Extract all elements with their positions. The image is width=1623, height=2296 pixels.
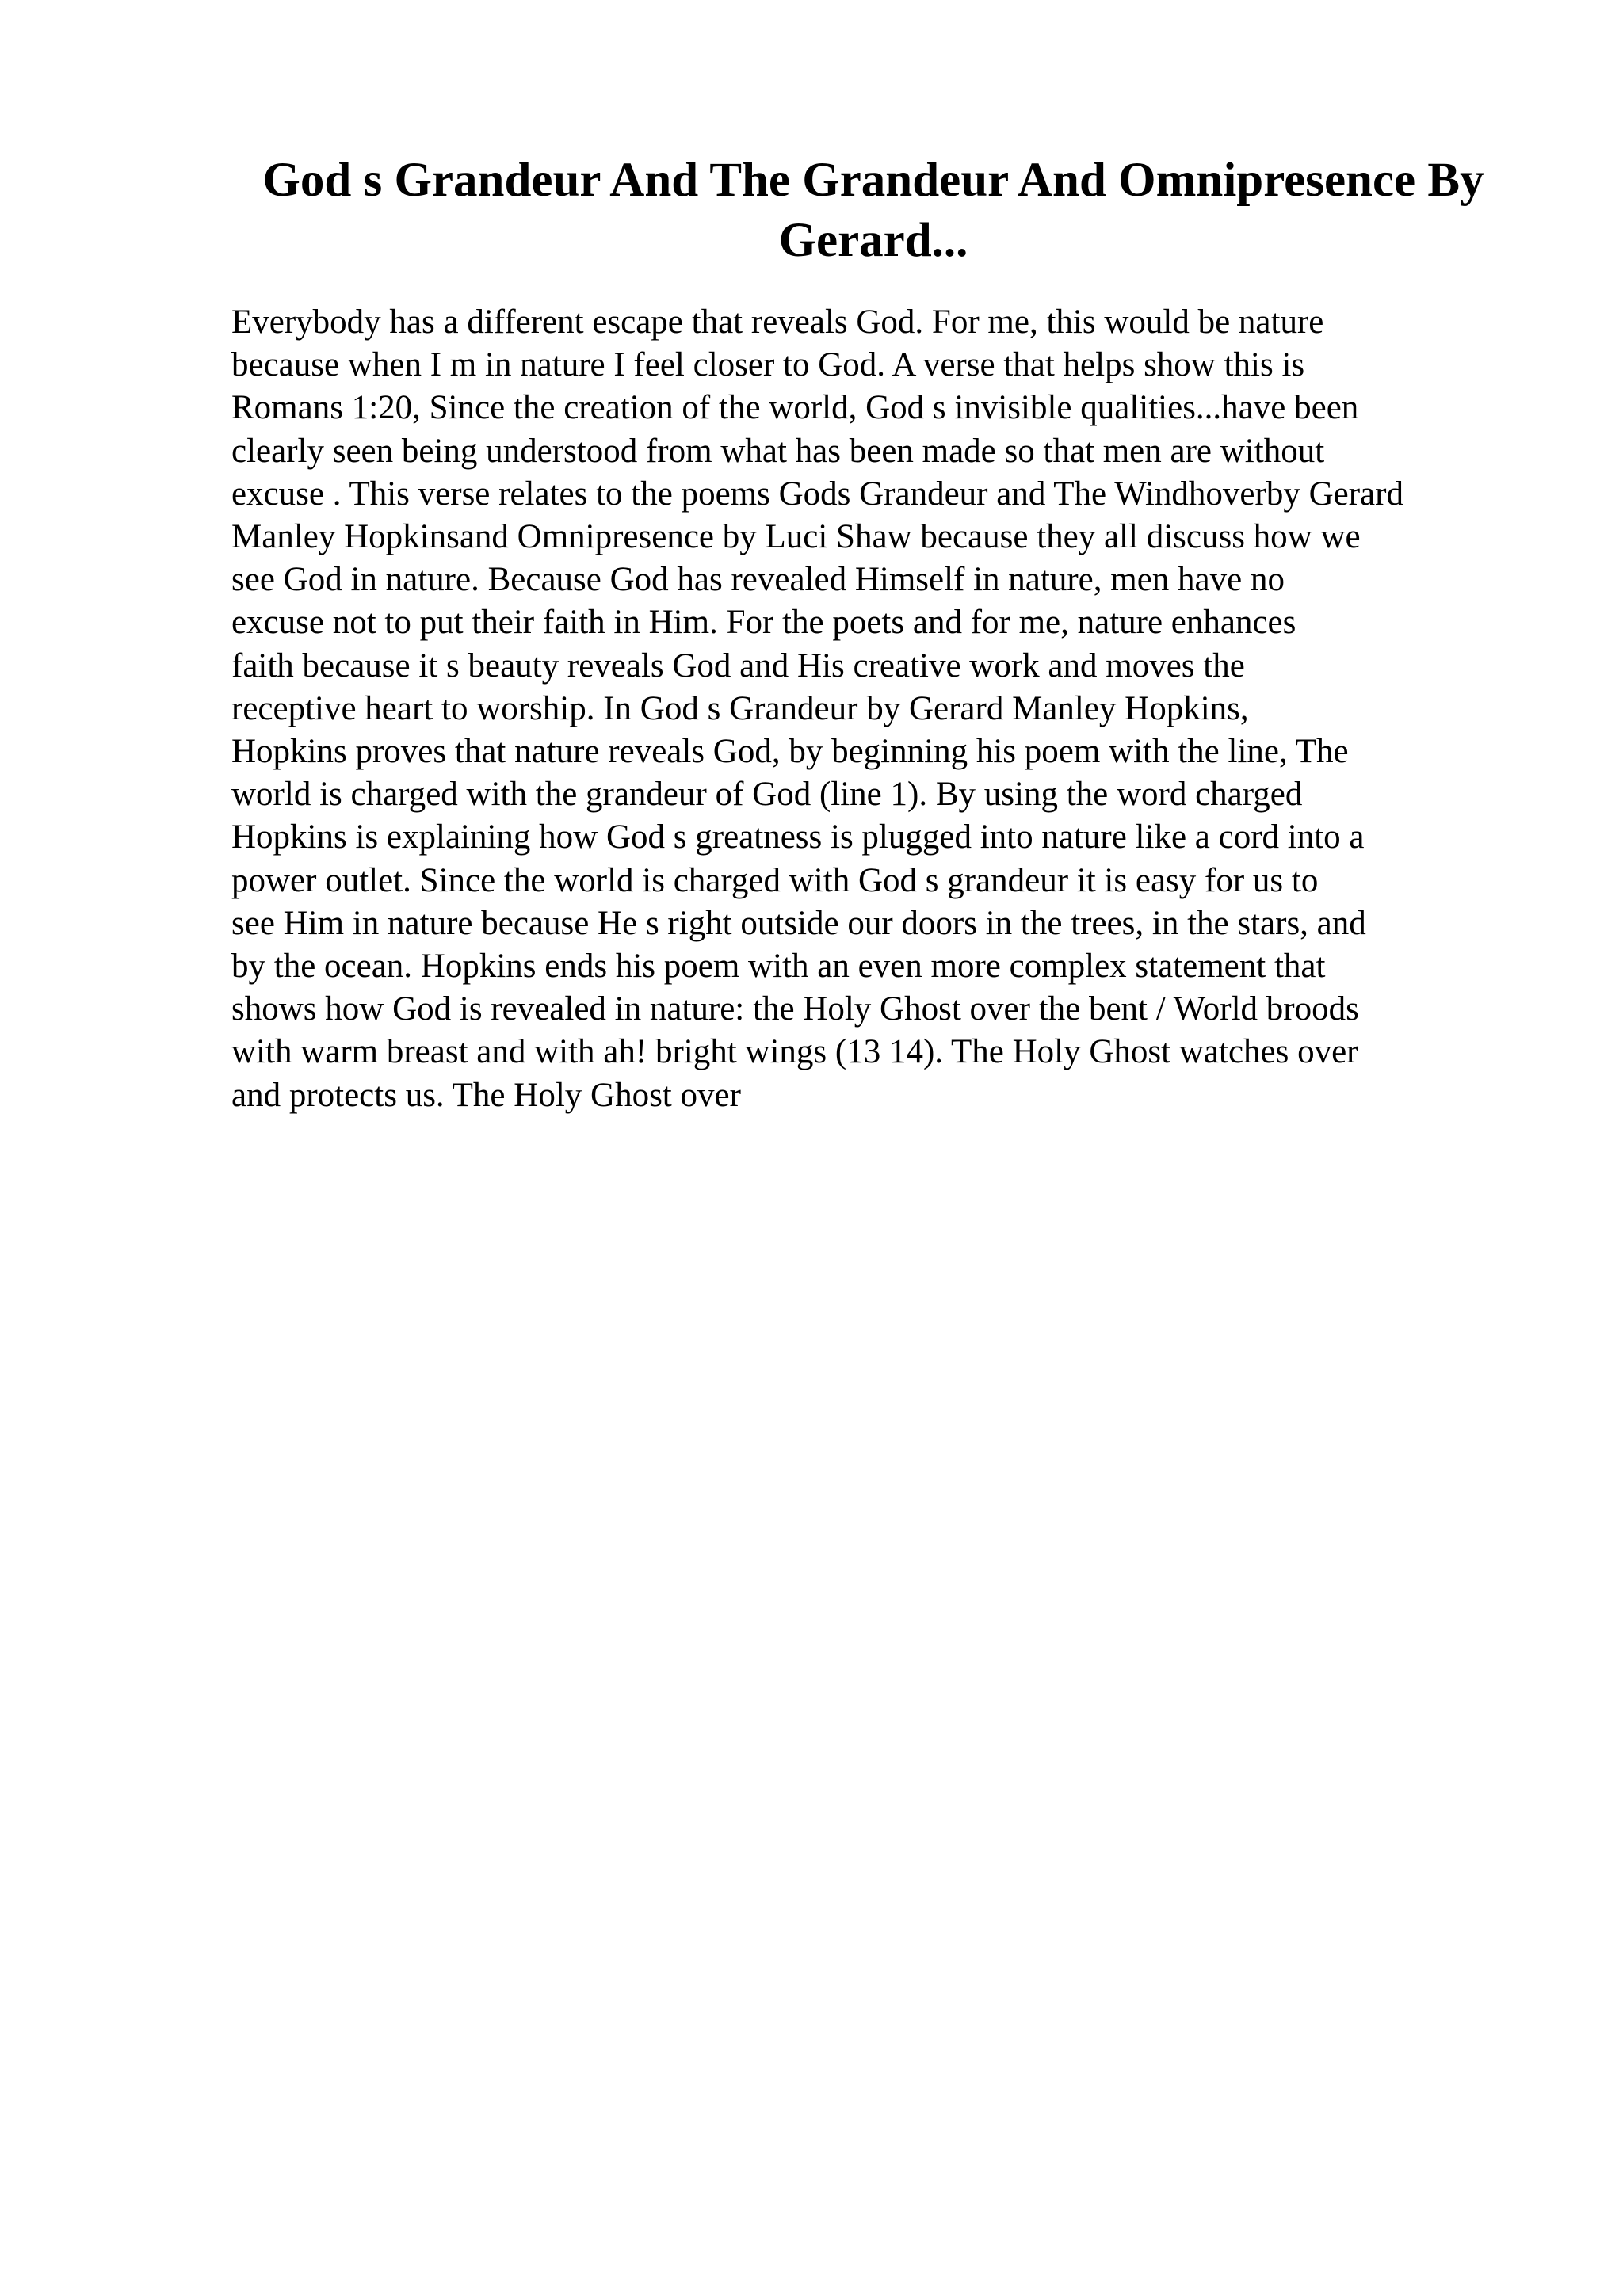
body-line: power outlet. Since the world is charged with God s grandeur it is easy for us to <box>231 861 1319 899</box>
body-line: world is charged with the grandeur of God (line 1). By using the word charged <box>231 776 1303 814</box>
body-line: receptive heart to worship. In God s Grandeur by Gerard Manley Hopkins, <box>231 689 1249 727</box>
title-line-1: God s Grandeur And The Grandeur And Omnipresence By <box>262 154 1484 207</box>
body-line: with warm breast and with ah! bright wings (13 14). The Holy Ghost watches over <box>231 1033 1358 1071</box>
body-line: Hopkins is explaining how God s greatness is plugged into nature like a cord into a <box>231 818 1365 856</box>
body-line: clearly seen being understood from what has been made so that men are without <box>231 432 1325 470</box>
body-line: Hopkins proves that nature reveals God, by beginning his poem with the line, The <box>231 733 1349 771</box>
body-line: excuse . This verse relates to the poems Gods Grandeur and The Windhoverby Gerard <box>231 475 1403 513</box>
title-line-2: Gerard... <box>778 214 968 267</box>
body-line: see God in nature. Because God has revealed Himself in nature, men have no <box>231 561 1285 599</box>
body-line: excuse not to put their faith in Him. For the poets and for me, nature enhances <box>231 604 1296 642</box>
body-line: Romans 1:20, Since the creation of the world, God s invisible qualities...have been <box>231 389 1359 427</box>
essay-body <box>231 301 1531 1117</box>
document-title <box>231 151 1515 271</box>
body-line: shows how God is revealed in nature: the Holy Ghost over the bent / World broods <box>231 990 1359 1028</box>
body-line: Everybody has a different escape that reveals God. For me, this would be nature <box>231 303 1324 341</box>
body-line: Manley Hopkinsand Omnipresence by Luci Shaw because they all discuss how we <box>231 518 1361 556</box>
body-line: faith because it s beauty reveals God and His creative work and moves the <box>231 646 1245 685</box>
body-line: by the ocean. Hopkins ends his poem with an even more complex statement that <box>231 948 1326 986</box>
body-line: see Him in nature because He s right outside our doors in the trees, in the stars, and <box>231 904 1366 942</box>
body-line: and protects us. The Holy Ghost over <box>231 1076 741 1114</box>
body-line: because when I m in nature I feel closer to God. A verse that helps show this is <box>231 346 1305 384</box>
